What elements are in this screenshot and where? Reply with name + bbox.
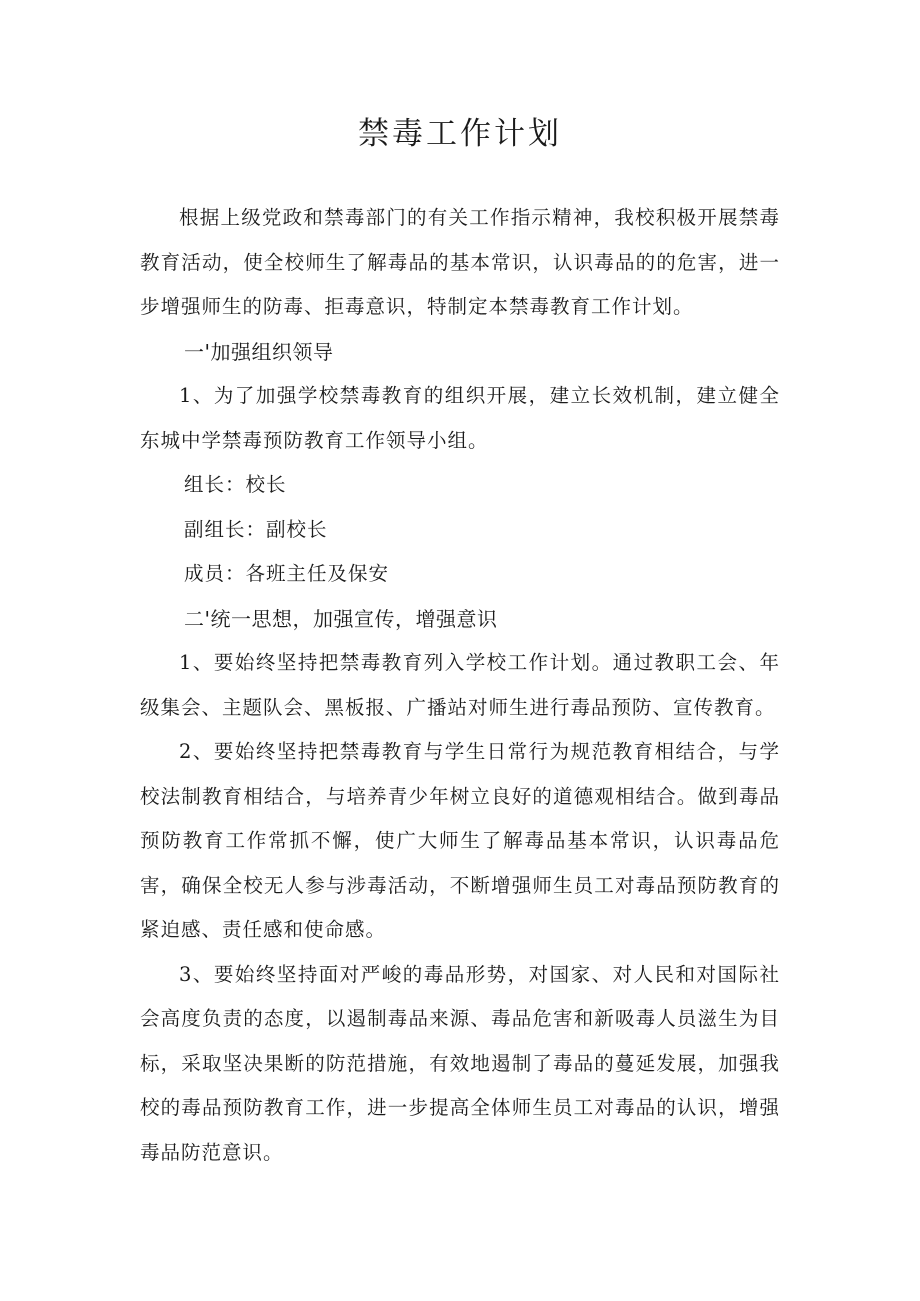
section-2-heading: 二'统一思想，加强宣传，增强意识 [184,606,498,631]
intro-paragraph: 根据上级党政和禁毒部门的有关工作指示精神，我校积极开展禁毒教育活动，使全校师生了解毒品的基本常识，认识毒品的的危害，进一步增强师生的防毒、拒毒意识，特制定本禁毒教育工作计划。 [140,206,780,318]
section-1-paragraph-1: 1、为了加强学校禁毒教育的组织开展，建立长效机制，建立健全东城中学禁毒预防教育工作领导小组。 [140,384,780,452]
document-body [140,196,780,1175]
deputy-leader-line: 副组长：副校长 [184,517,328,541]
document-title: 禁毒工作计划 [358,116,562,152]
section-1-heading: 一'加强组织领导 [184,339,334,364]
section-2-paragraph-3: 3、要始终坚持面对严峻的毒品形势，对国家、对人民和对国际社会高度负责的态度，以遏制毒品来源、毒品危害和新吸毒人员滋生为目标，采取坚决果断的防范措施，有效地遏制了毒品的蔓延发展，加强我校的毒品预防教育工作，进一步提高全体师生员工对毒品的认识，增强毒品防范意识。 [140,962,780,1164]
section-2-paragraph-2: 2、要始终坚持把禁毒教育与学生日常行为规范教育相结合，与学校法制教育相结合，与培养青少年树立良好的道德观相结合。做到毒品预防教育工作常抓不懈，使广大师生了解毒品基本常识，认识毒品危害，确保全校无人参与涉毒活动，不断增强师生员工对毒品预防教育的紧迫感、责任感和使命感。 [140,740,780,941]
members-line: 成员：各班主任及保安 [184,562,390,585]
leader-line: 组长：校长 [184,473,287,496]
section-2-paragraph-1: 1、要始终坚持把禁毒教育列入学校工作计划。通过教职工会、年级集会、主题队会、黑板报、广播站对师生进行毒品预防、宣传教育。 [140,651,780,719]
